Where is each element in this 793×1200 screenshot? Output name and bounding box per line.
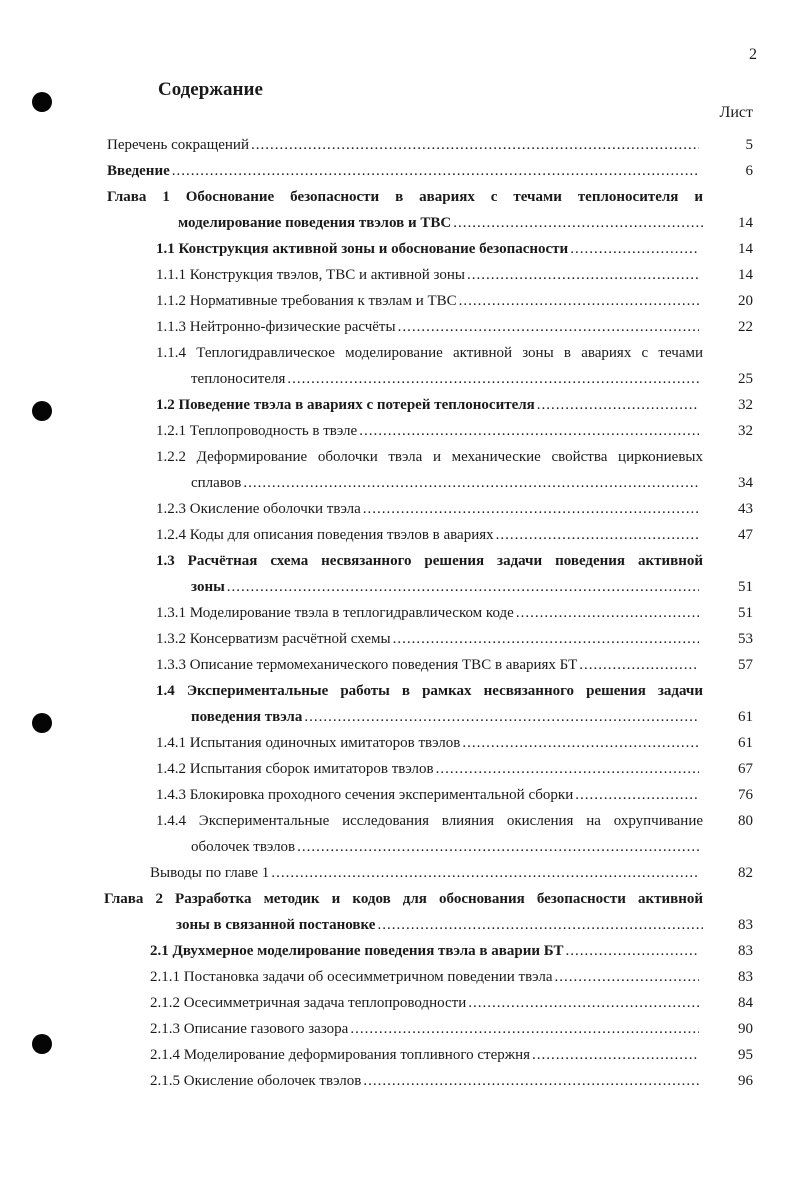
toc-entry[interactable]: [107, 132, 699, 158]
toc-entry-title: Глава 1 Обоснование безопасности в авариях с течами теплоносителя и: [107, 189, 703, 205]
toc-entry-title: 2.1 Двухмерное моделирование поведения твэла в аварии БТ: [150, 943, 564, 959]
dot-leader: [570, 236, 699, 262]
toc-entry-title: 1.2.3 Окисление оболочки твэла: [156, 501, 361, 517]
toc-entry-title: 1.1.2 Нормативные требования к твэлам и ТВС: [156, 293, 457, 309]
toc-entry-title: 1.1.3 Нейтронно-физические расчёты: [156, 319, 396, 335]
toc-entry-title: 2.1.1 Постановка задачи об осесимметричном поведении твэла: [150, 969, 553, 985]
punch-hole-icon: [32, 713, 52, 733]
dot-leader: [537, 392, 699, 418]
toc-entry-title: Введение: [107, 163, 170, 179]
toc-entry-title: 1.1 Конструкция активной зоны и обоснование безопасности: [156, 241, 569, 257]
toc-entry[interactable]: [107, 158, 699, 184]
toc-entry[interactable]: [156, 496, 699, 522]
toc-page-number: 80: [738, 813, 753, 829]
toc-page-number: 90: [738, 1021, 753, 1037]
page-number: 2: [749, 46, 757, 63]
toc-entry[interactable]: [156, 314, 699, 340]
toc-entry-title: 1.4.2 Испытания сборок имитаторов твэлов: [156, 761, 434, 777]
dot-leader: [377, 912, 703, 938]
toc-entry-title-continued: зоны: [191, 579, 225, 595]
toc-entry[interactable]: [156, 730, 699, 756]
toc-page-number: 5: [745, 137, 753, 153]
toc-entry-title: 1.2.1 Теплопроводность в твэле: [156, 423, 358, 439]
dot-leader: [359, 418, 699, 444]
toc-entry[interactable]: [156, 340, 703, 392]
toc-page-number: 83: [738, 917, 753, 933]
dot-leader: [579, 652, 699, 678]
toc-page-number: 25: [738, 371, 753, 387]
toc-page-number: 47: [738, 527, 753, 543]
toc-entry-title-continued: поведения твэла: [191, 709, 303, 725]
toc-page-number: 51: [738, 579, 753, 595]
dot-leader: [496, 522, 699, 548]
dot-leader: [227, 574, 699, 600]
toc-entry[interactable]: [156, 444, 703, 496]
toc-entry[interactable]: [156, 418, 699, 444]
dot-leader: [532, 1042, 699, 1068]
toc-entry-title: 1.2.2 Деформирование оболочки твэла и механические свойства циркониевых: [156, 449, 703, 465]
toc-entry-title: Выводы по главе 1: [150, 865, 270, 881]
dot-leader: [516, 600, 699, 626]
dot-leader: [287, 366, 699, 392]
toc-entry[interactable]: [150, 860, 699, 886]
toc-entry[interactable]: [156, 652, 699, 678]
dot-leader: [271, 860, 699, 886]
toc-page-number: 20: [738, 293, 753, 309]
toc-page-number: 96: [738, 1073, 753, 1089]
toc-page-number: 22: [738, 319, 753, 335]
toc-entry-title: 1.3 Расчётная схема несвязанного решения задачи поведения активной: [156, 553, 703, 569]
toc-entry-title: 2.1.3 Описание газового зазора: [150, 1021, 349, 1037]
dot-leader: [363, 496, 699, 522]
dot-leader: [565, 938, 699, 964]
toc-entry-title: 1.4 Экспериментальные работы в рамках несвязанного решения задачи: [156, 683, 703, 699]
toc-entry-title-continued: оболочек твэлов: [191, 839, 296, 855]
toc-entry[interactable]: [156, 782, 699, 808]
toc-page-number: 14: [738, 215, 753, 231]
dot-leader: [363, 1068, 699, 1094]
toc-page-number: 76: [738, 787, 753, 803]
dot-leader: [459, 288, 699, 314]
dot-leader: [297, 834, 699, 860]
toc-entry[interactable]: [156, 288, 699, 314]
toc-page-number: 53: [738, 631, 753, 647]
toc-entry-title: 1.2 Поведение твэла в авариях с потерей теплоносителя: [156, 397, 535, 413]
toc-page-number: 61: [738, 709, 753, 725]
toc-entry[interactable]: [150, 1042, 699, 1068]
toc-entry-title: Глава 2 Разработка методик и кодов для обоснования безопасности активной: [104, 891, 703, 907]
dot-leader: [172, 158, 699, 184]
dot-leader: [554, 964, 699, 990]
dot-leader: [462, 730, 699, 756]
toc-entry-title: Перечень сокращений: [107, 137, 249, 153]
toc-entry-title: 2.1.5 Окисление оболочек твэлов: [150, 1073, 362, 1089]
toc-entry[interactable]: [156, 236, 699, 262]
toc-page-number: 51: [738, 605, 753, 621]
toc-page-number: 83: [738, 943, 753, 959]
toc-entry[interactable]: [150, 964, 699, 990]
toc-page-number: 57: [738, 657, 753, 673]
toc-entry[interactable]: [150, 938, 699, 964]
dot-leader: [393, 626, 699, 652]
toc-page-number: 95: [738, 1047, 753, 1063]
toc-page-number: 32: [738, 423, 753, 439]
toc-entry-title-continued: моделирование поведения твэлов и ТВС: [178, 215, 452, 231]
toc-entry-title: 1.1.4 Теплогидравлическое моделирование активной зоны в авариях с течами: [156, 345, 703, 361]
toc-page-number: 14: [738, 241, 753, 257]
toc-entry-title-continued: зоны в связанной постановке: [176, 917, 376, 933]
toc-entry[interactable]: [156, 678, 703, 730]
toc-entry[interactable]: [156, 522, 699, 548]
toc-entry[interactable]: [156, 392, 699, 418]
dot-leader: [243, 470, 699, 496]
toc-page-number: 43: [738, 501, 753, 517]
sheet-column-header: Лист: [719, 104, 753, 121]
page-title: Содержание: [158, 79, 263, 100]
toc-entry[interactable]: [156, 808, 703, 860]
toc-entry[interactable]: [156, 626, 699, 652]
toc-entry[interactable]: [150, 1016, 699, 1042]
toc-page-number: 83: [738, 969, 753, 985]
toc-entry[interactable]: [156, 262, 699, 288]
toc-entry-title: 1.4.4 Экспериментальные исследования влияния окисления на охрупчивание: [156, 813, 703, 829]
punch-hole-icon: [32, 92, 52, 112]
punch-hole-icon: [32, 1034, 52, 1054]
toc-entry-title: 2.1.4 Моделирование деформирования топливного стержня: [150, 1047, 531, 1063]
dot-leader: [436, 756, 699, 782]
toc-entry[interactable]: [150, 990, 699, 1016]
toc-page-number: 67: [738, 761, 753, 777]
toc-page-number: 34: [738, 475, 753, 491]
toc-entry-title: 1.2.4 Коды для описания поведения твэлов в авариях: [156, 527, 494, 543]
toc-entry[interactable]: [156, 548, 703, 600]
dot-leader: [398, 314, 699, 340]
toc-entry-title: 1.4.3 Блокировка проходного сечения экспериментальной сборки: [156, 787, 574, 803]
toc-page-number: 32: [738, 397, 753, 413]
dot-leader: [350, 1016, 699, 1042]
toc-entry[interactable]: [107, 184, 703, 236]
toc-page-number: 6: [745, 163, 753, 179]
toc-entry-title: 1.4.1 Испытания одиночных имитаторов твэлов: [156, 735, 461, 751]
dot-leader: [304, 704, 699, 730]
toc-entry-title: 1.1.1 Конструкция твэлов, ТВС и активной зоны: [156, 267, 465, 283]
dot-leader: [575, 782, 699, 808]
toc-page-number: 84: [738, 995, 753, 1011]
toc-entry[interactable]: [156, 600, 699, 626]
punch-hole-icon: [32, 401, 52, 421]
dot-leader: [467, 262, 699, 288]
toc-entry-title-continued: сплавов: [191, 475, 242, 491]
toc-entry[interactable]: [156, 756, 699, 782]
toc-entry-title-continued: теплоносителя: [191, 371, 286, 387]
toc-entry-title: 2.1.2 Осесимметричная задача теплопроводности: [150, 995, 467, 1011]
dot-leader: [453, 210, 703, 236]
toc-entry[interactable]: [150, 1068, 699, 1094]
toc-page-number: 61: [738, 735, 753, 751]
toc-page-number: 82: [738, 865, 753, 881]
dot-leader: [468, 990, 699, 1016]
toc-entry[interactable]: [104, 886, 703, 938]
toc-entry-title: 1.3.2 Консерватизм расчётной схемы: [156, 631, 391, 647]
dot-leader: [251, 132, 699, 158]
toc-page-number: 14: [738, 267, 753, 283]
toc-entry-title: 1.3.1 Моделирование твэла в теплогидравлическом коде: [156, 605, 514, 621]
toc-entry-title: 1.3.3 Описание термомеханического поведения ТВС в авариях БТ: [156, 657, 578, 673]
